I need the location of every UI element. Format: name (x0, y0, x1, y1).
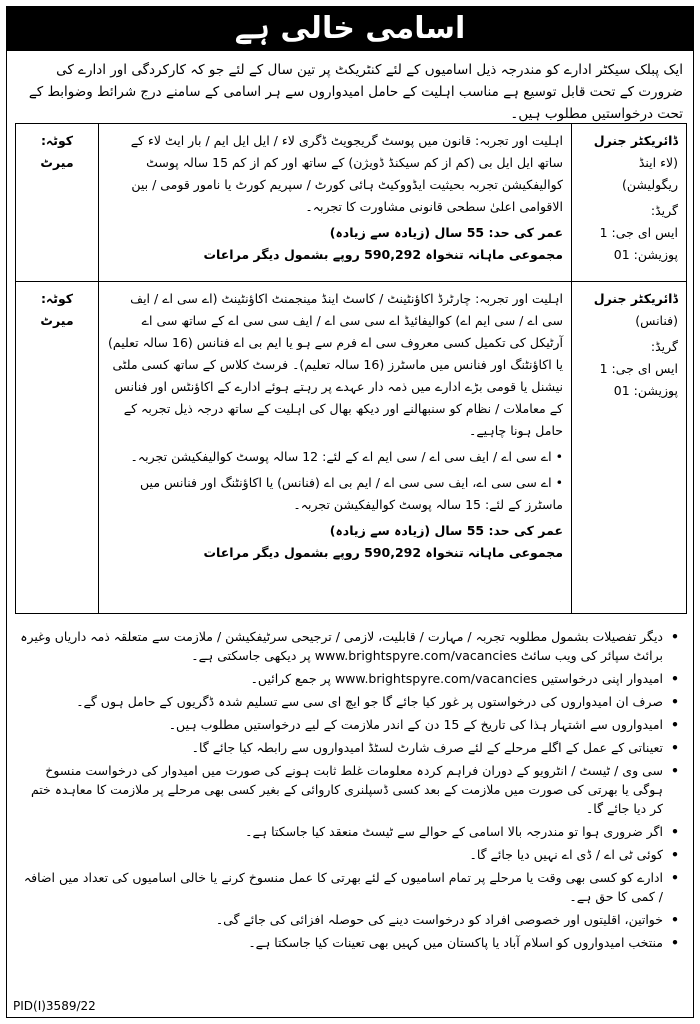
list-item: • سی وی / ٹیسٹ / انٹرویو کے دوران فراہم کردہ معلومات غلط ثابت ہونے کی صورت میں امیدوار کی درخواست منسوخ ہوگی یا بھرتی کی صورت میں ملازمت کے بعد کسی ڈسپلنری کاروائی کے بغیر کسی بھی مرحلے پر ملازمت کا معاہدہ ختم کر دیا جائے گا۔ (19, 761, 663, 818)
age-limit: عمر کی حد: 55 سال (زیادہ سے زیادہ) (329, 523, 563, 538)
list-item: • امیدوار اپنی درخواستیں www.brightspyre.com/vacancies پر جمع کرائیں۔ (19, 669, 663, 688)
positions-table (15, 123, 687, 614)
position-count: پوزیشن: 01 (613, 247, 678, 262)
sub-point: • اے سی سی اے، ایف سی سی اے / ایم بی اے (فنانس) یا اکاؤنٹنگ اور فنانس میں ماسٹرز کے لئے: 15 سالہ پوسٹ کوالیفکیشن تجربہ۔ (140, 475, 563, 512)
quota-text: کوٹہ: میرٹ (40, 133, 74, 170)
post-cell (572, 282, 687, 614)
post-title: ڈائریکٹر جنرل (593, 133, 678, 148)
page-title: اسامی خالی ہے (7, 7, 693, 51)
advertisement-page (6, 6, 694, 1018)
salary-text: مجموعی ماہانہ تنخواہ 590,292 روپے بشمول دیگر مراعات (203, 545, 563, 560)
grade-label: گریڈ: (650, 203, 678, 218)
post-cell (572, 124, 687, 282)
grade-value: ایس ای جی: 1 (599, 361, 678, 376)
list-item: • دیگر تفصیلات بشمول مطلوبہ تجربہ / مہارت / قابلیت، لازمی / ترجیحی سرٹیفکیشن / ملازمت سے متعلقہ ذمہ داریاں وغیرہ برائٹ سپائر کی ویب سائٹ www.brightspyre.com/vacancies پر دیکھی جاسکتی ہے۔ (19, 627, 663, 665)
quota-text: کوٹہ: میرٹ (40, 291, 74, 328)
post-subtitle: (فنانس) (635, 313, 678, 328)
list-item: • امیدواروں سے اشتہار ہذا کی تاریخ کے 15 دن کے اندر ملازمت کے لیے درخواستیں مطلوب ہیں۔ (19, 715, 663, 734)
table-row (16, 282, 687, 614)
list-item: • ادارے کو کسی بھی وقت یا مرحلے پر تمام اسامیوں کے لئے بھرتی کا عمل منسوخ کرنے یا خالی اسامیوں کی تعداد میں اضافہ / کمی کا حق ہے۔ (19, 868, 663, 906)
list-item: • اگر ضروری ہوا تو مندرجہ بالا اسامی کے حوالے سے ٹیسٹ منعقد کیا جاسکتا ہے۔ (19, 822, 663, 841)
list-item: • تعیناتی کے عمل کے اگلے مرحلے کے لئے صرف شارٹ لسٹڈ امیدواروں سے رابطہ کیا جائے گا۔ (19, 738, 663, 757)
terms-list (19, 627, 681, 956)
list-item: • کوئی ٹی اے / ڈی اے نہیں دیا جائے گا۔ (19, 845, 663, 864)
post-title: ڈائریکٹر جنرل (593, 291, 678, 306)
quota-cell (16, 124, 99, 282)
salary-text: مجموعی ماہانہ تنخواہ 590,292 روپے بشمول دیگر مراعات (203, 247, 563, 262)
details-cell (99, 124, 572, 282)
pid-number: PID(I)3589/22 (13, 999, 96, 1013)
list-item: • صرف ان امیدواروں کی درخواستوں پر غور کیا جائے گا جو ایچ ای سی سے تسلیم شدہ ڈگریوں کے حامل ہوں گے۔ (19, 692, 663, 711)
grade-label: گریڈ: (650, 339, 678, 354)
qualification-text: اہلیت اور تجربہ: قانون میں پوسٹ گریجویٹ ڈگری لاء / ایل ایل ایم / بار ایٹ لاء کے ساتھ ایل ایل بی (کم از کم سیکنڈ ڈویژن) کے ساتھ اور کم از کم 15 سالہ پوسٹ کوالیفکیشن تجربہ بحیثیت ایڈووکیٹ ہائی کورٹ / سپریم کورٹ یا نامور قومی / بین الاقوامی اعلیٰ سطحی قانونی مشاورت کا تجربہ۔ (130, 133, 563, 214)
grade-value: ایس ای جی: 1 (599, 225, 678, 240)
sub-point: • اے سی اے / ایف سی اے / سی ایم اے کے لئے: 12 سالہ پوسٹ کوالیفکیشن تجربہ۔ (130, 449, 563, 464)
table-row (16, 124, 687, 282)
list-item: • خواتین، اقلیتوں اور خصوصی افراد کو درخواست دینے کی حوصلہ افزائی کی جائے گی۔ (19, 910, 663, 929)
list-item: • منتخب امیدواروں کو اسلام آباد یا پاکستان میں کہیں بھی تعینات کیا جاسکتا ہے۔ (19, 933, 663, 952)
position-count: پوزیشن: 01 (613, 383, 678, 398)
details-cell (99, 282, 572, 614)
qualification-text: اہلیت اور تجربہ: چارٹرڈ اکاؤنٹینٹ / کاسٹ اینڈ مینجمنٹ اکاؤنٹینٹ (اے سی اے / ایف سی اے / سی ایم اے) کوالیفائیڈ اے سی سی اے / ایف سی سی اے کے ساتھ سی اے آرٹیکل کی تکمیل کسی معروف سی اے فرم سے ہو یا ایم بی اے فنانس (16 سالہ تعلیم) یا اکاؤنٹنگ اور فنانس میں ماسٹرز (16 سالہ تعلیم)۔ فرسٹ کلاس کے ساتھ کسی ملٹی نیشنل یا قومی بڑے ادارے میں ذمہ دار عہدے پر رہتے ہوئے ادارے کے اکاؤنٹس اور فنانس کے معاملات / نظام کو سنبھالنے اور دیکھ بھال کی اہلیت کے ساتھ درجہ ذیل تجربہ کے حامل ہونا چاہیے۔ (108, 291, 563, 438)
post-subtitle: (لاء اینڈ ریگولیشن) (622, 155, 678, 192)
quota-cell (16, 282, 99, 614)
age-limit: عمر کی حد: 55 سال (زیادہ سے زیادہ) (329, 225, 563, 240)
intro-paragraph: ایک پبلک سیکٹر ادارے کو مندرجہ ذیل اسامیوں کے لئے کنٹریکٹ پر تین سال کے لئے جو کہ کارکردگی اور ادارے کی ضرورت کے تحت قابل توسیع ہے مناسب اہلیت کے حامل امیدواروں سے ہر اسامی کے سامنے درج شرائط وضوابط کے تحت درخواستیں مطلوب ہیں۔ (28, 62, 683, 122)
